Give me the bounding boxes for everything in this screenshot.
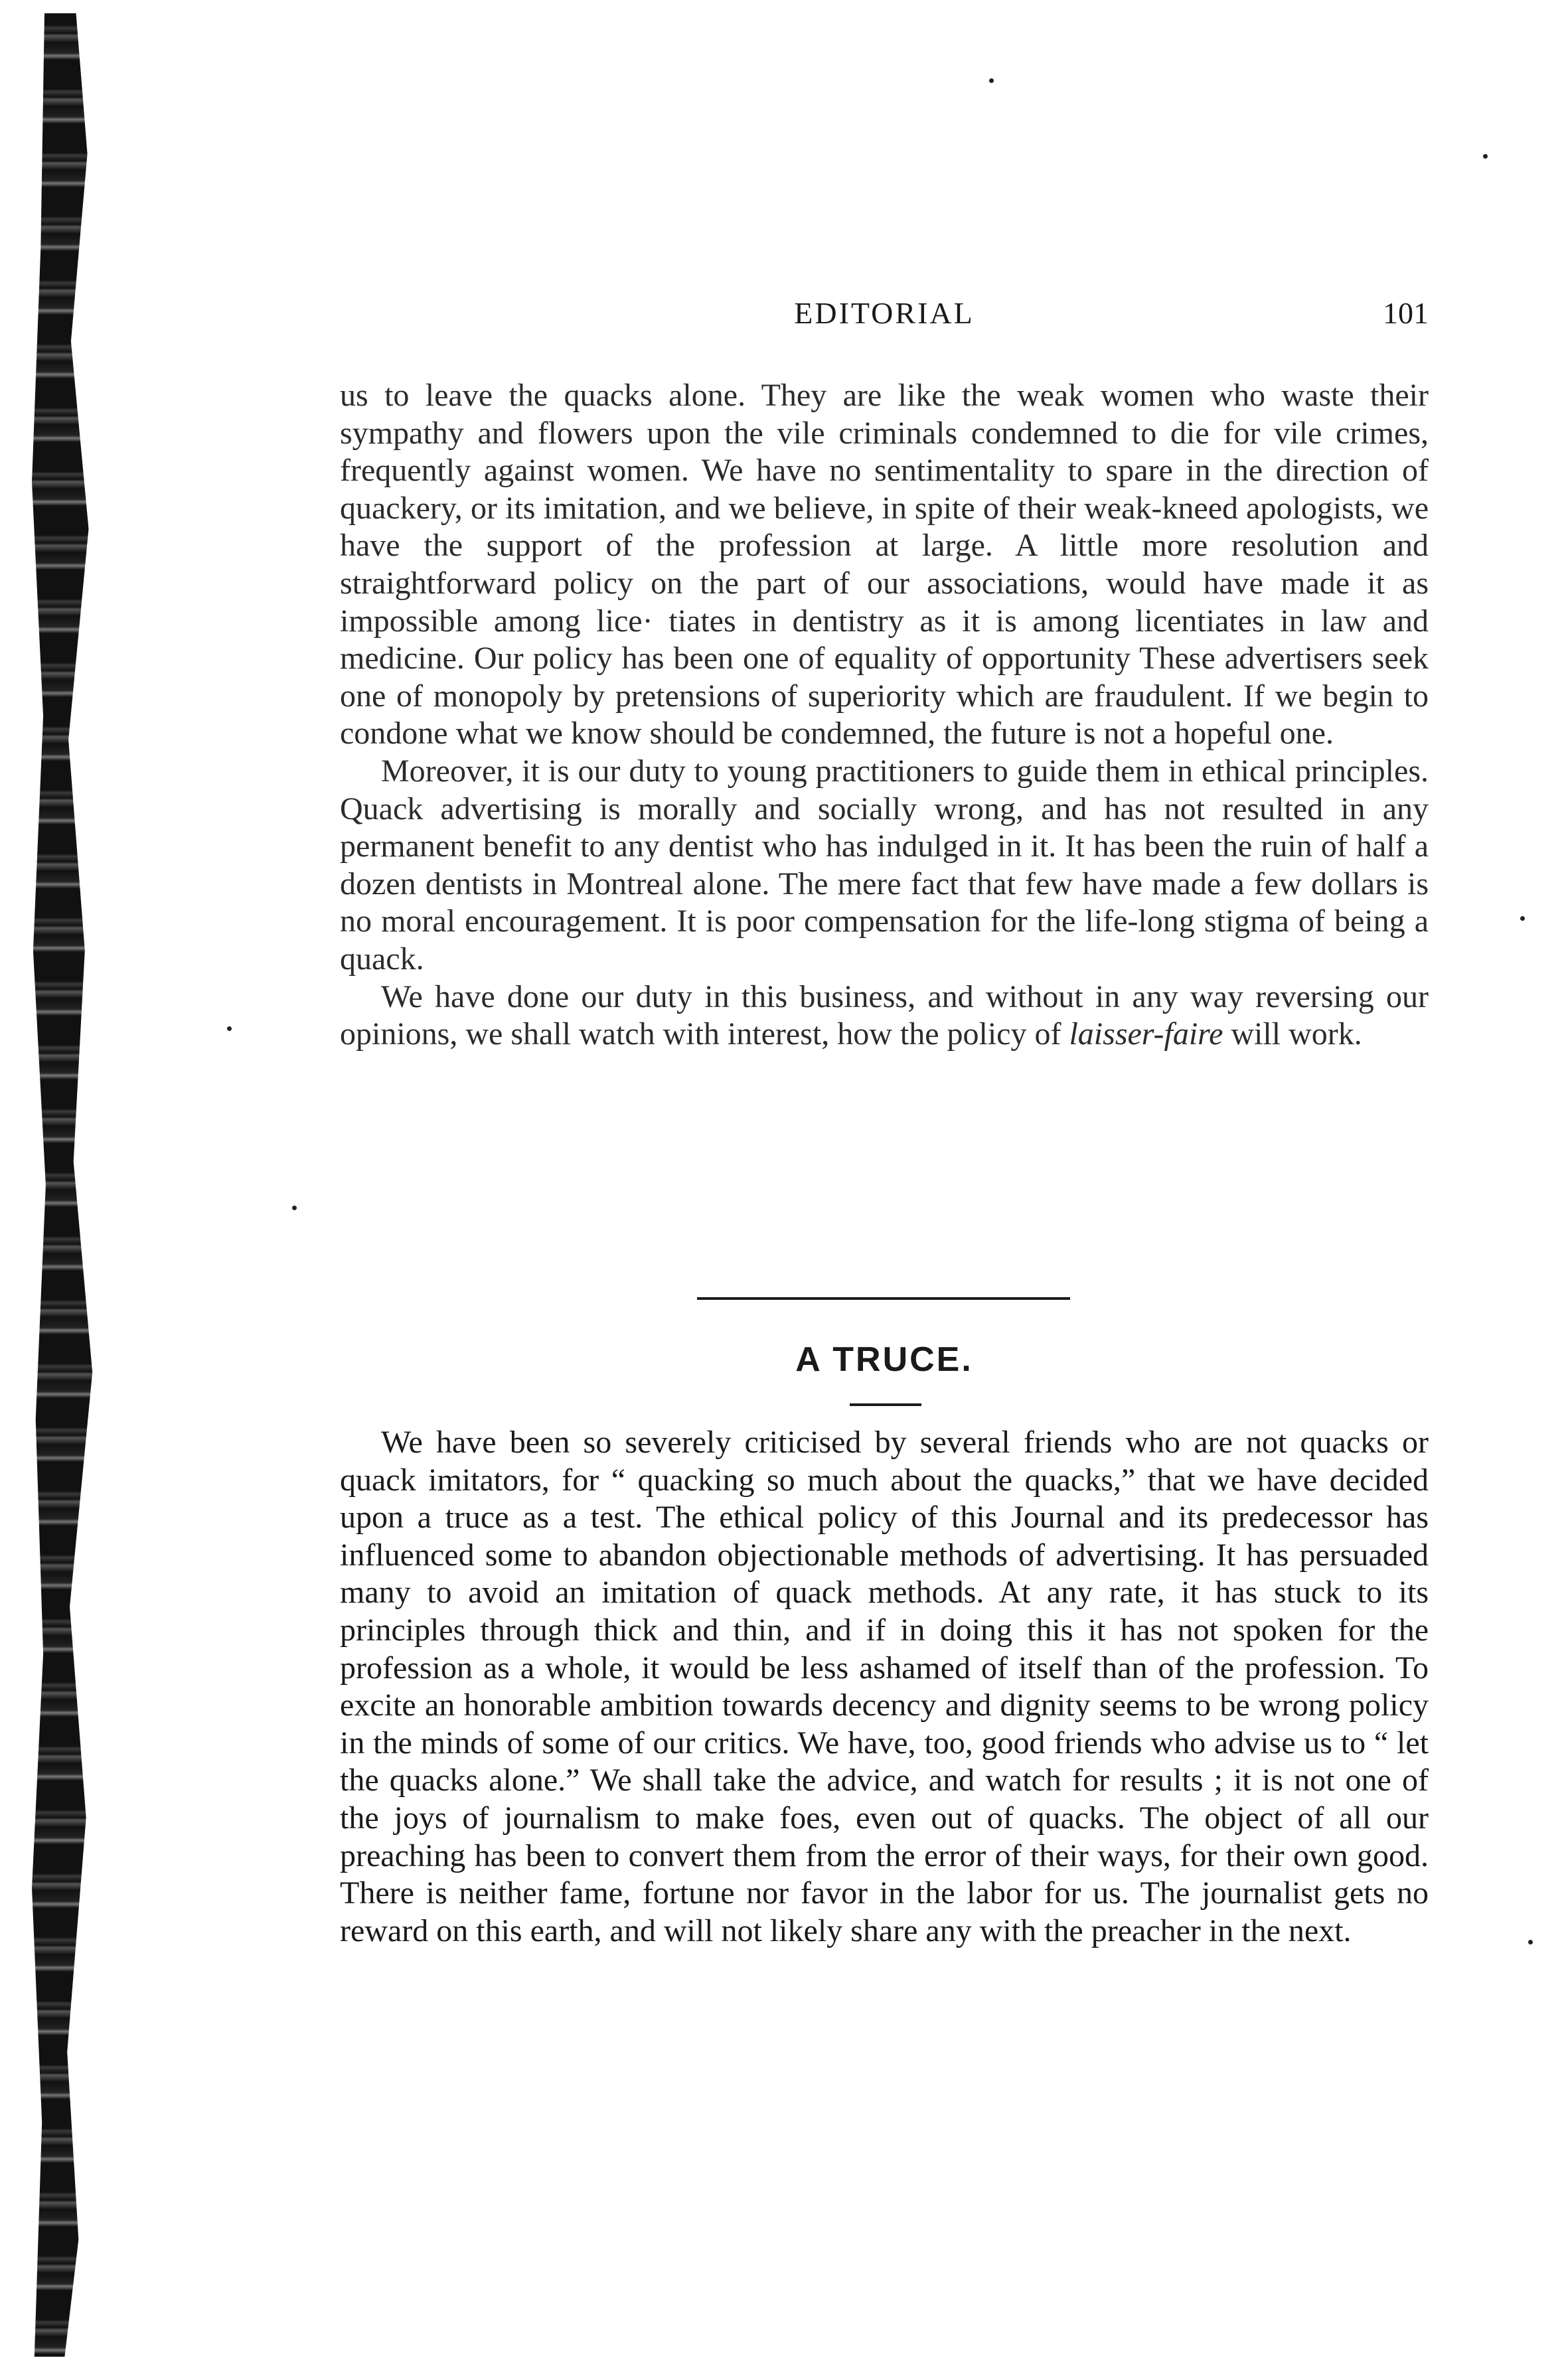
editorial-closing-paragraph bbox=[340, 979, 1429, 1054]
ink-speck bbox=[989, 78, 994, 83]
ink-speck bbox=[292, 1206, 297, 1210]
truce-article bbox=[340, 1424, 1429, 1950]
ink-speck bbox=[1528, 1940, 1533, 1944]
editorial-continuation bbox=[340, 377, 1429, 1054]
section-title: A TRUCE. bbox=[795, 1340, 973, 1379]
closing-emphasis: laisser-faire bbox=[1069, 1016, 1223, 1052]
truce-paragraph: We have been so severely criticised by several friends who are not quacks or quack imitators, for “ quacking so much about the quacks,” that we have decided upon a truce as a test. The ethical policy of this Journal and its predecessor has influenced some to abandon objectionable methods of advertising. It has persuaded many to avoid an imitation of quack methods. At any rate, it has stuck to its principles through thick and thin, and if in doing this it has not spoken for the profession as a whole, it would be less ashamed of itself than of the profession. To excite an honorable ambition towards decency and dignity seems to be wrong policy in the minds of some of our critics. We have, too, good friends who advise us to “ let the quacks alone.” We shall take the advice, and watch for results ; it is not one of the joys of journalism to make foes, even out of quacks. The object of all our preaching has been to convert them from the error of their ways, for their own good. There is neither fame, fortune nor favor in the labor for us. The journalist gets no reward on this earth, and will not likely share any with the preacher in the next. bbox=[340, 1425, 1429, 1948]
page-number: 101 bbox=[1383, 296, 1429, 330]
closing-text-start: We have done our duty in this business, and without in any way reversing our opinions, we shall watch with interest, how the policy of bbox=[340, 979, 1429, 1052]
ink-speck bbox=[1520, 916, 1525, 921]
closing-text-end: will work. bbox=[1223, 1016, 1362, 1052]
page-binding-edge bbox=[32, 13, 95, 2357]
ink-speck bbox=[1483, 154, 1488, 159]
ink-speck bbox=[227, 1026, 232, 1031]
editorial-paragraph: Moreover, it is our duty to young practitioners to guide them in ethical principles. Quack advertising is morally and socially wrong, and has not resulted in any permanent benefit to any dentist who has indulged in it. It has been the ruin of half a dozen dentists in Montreal alone. The mere fact that few have made a few dollars is no moral encouragement. It is poor compensation for the life-long stigma of being a quack. bbox=[340, 753, 1429, 977]
section-divider-rule bbox=[697, 1297, 1070, 1300]
running-head bbox=[340, 295, 1429, 349]
editorial-paragraph: us to leave the quacks alone. They are like the weak women who waste their sympathy and flowers upon the vile criminals condemned to die for vile crimes, frequently against women. We have no sentimentality to spare in the direction of quackery, or its imitation, and we believe, in spite of their weak-kneed apologists, we have the support of the profession at large. A little more resolution and straightforward policy on the part of our associations, would have made it as impossible among lice· tiates in dentistry as it is among licentiates in law and medicine. Our policy has been one of equality of opportunity These advertisers seek one of monopoly by pretensions of superiority which are fraudulent. If we begin to condone what we know should be condemned, the future is not a hopeful one. bbox=[340, 378, 1429, 751]
title-underline-rule bbox=[850, 1403, 921, 1406]
page-header-title: EDITORIAL bbox=[794, 296, 975, 330]
